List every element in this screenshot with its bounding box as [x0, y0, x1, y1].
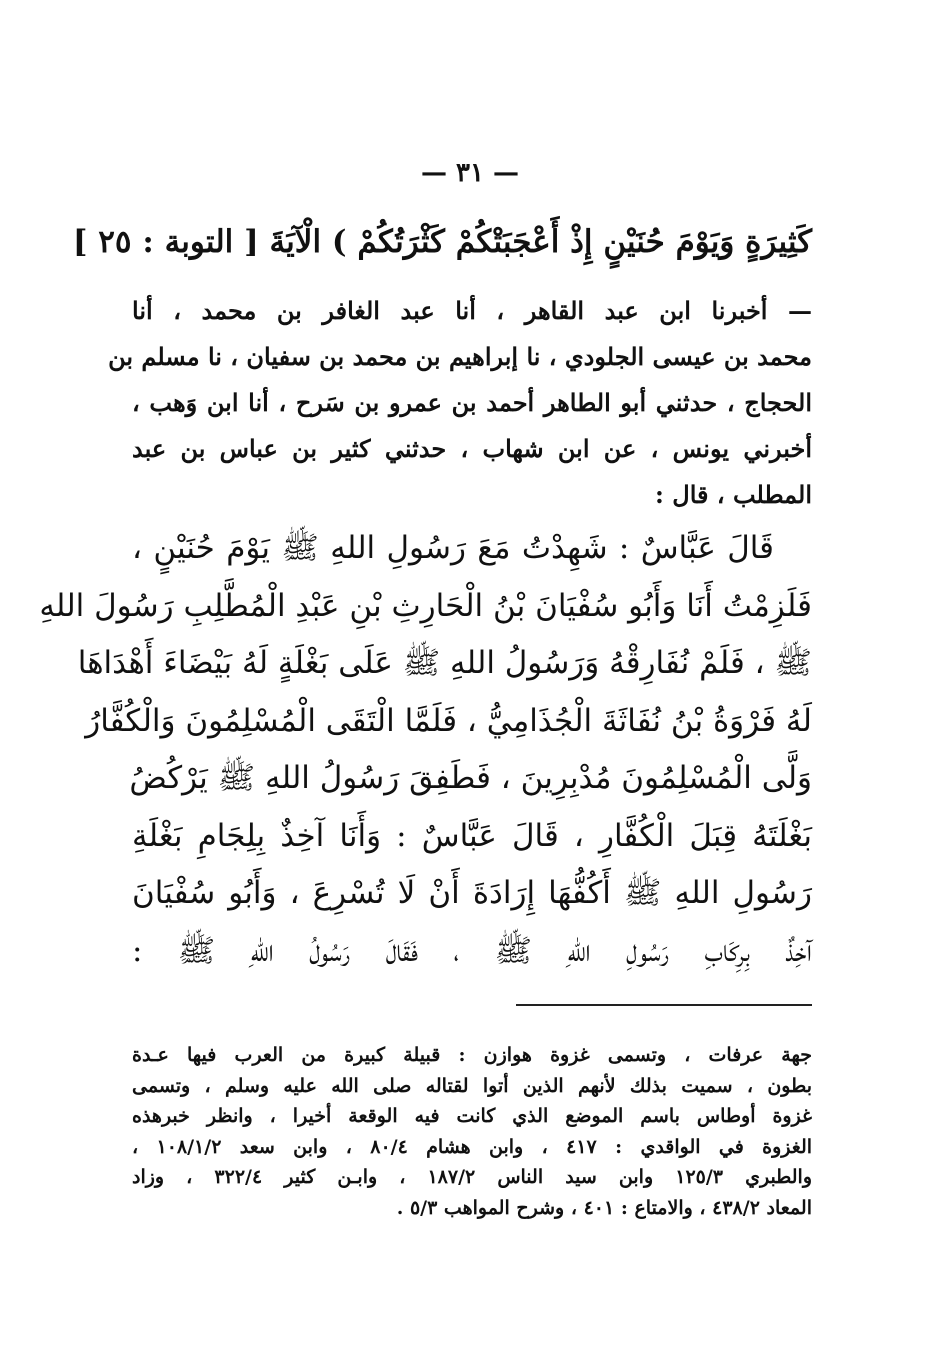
hadith-line: ﷺ ، فَلَمْ نُفَارِقْهُ وَرَسُولُ اللهِ ﷺ عَلَى بَغْلَةٍ لَهُ بَيْضَاءَ أَهْدَاهَا: [77, 645, 812, 681]
footnote-line: بطون ، سميت بذلك لأنهم الذين أتوا لقتاله صلى الله عليه وسلم ، وتسمى: [132, 1074, 812, 1097]
footnote-line: المعاد ٤٣٨/٢ ، والامتاع : ٤٠١ ، وشرح المواهب ٥/٣ .: [396, 1196, 812, 1219]
page-number: — ٣١ —: [420, 158, 520, 188]
isnad-line: — أخبرنا ابن عبد القاهر ، أنا عبد الغافر بن محمد ، أنا: [132, 296, 812, 325]
isnad-line: محمد بن عيسى الجلودي ، نا إبراهيم بن محمد بن سفيان ، نا مسلم بن: [108, 342, 812, 371]
quran-verse-line: كَثِيرَةٍ وَيَوْمَ حُنَيْنٍ إِذْ أَعْجَبَتْكُمْ كَثْرَتُكُمْ ) الْآيَةَ [ التوبة : ٢٥ ]: [72, 224, 812, 260]
isnad-line: المطلب ، قال :: [655, 480, 812, 509]
isnad-paragraph: [108, 288, 812, 518]
hadith-line: بَغْلَتَهُ قِبَلَ الْكُفَّارِ ، قَالَ عَبَّاسٌ : وَأَنَا آخِذٌ بِلِجَامِ بَغْلَةِ: [132, 817, 812, 854]
hadith-line: آخِذٌ بِرِكَابِ رَسُولِ اللهِ ﷺ ، فَقَالَ رَسُولُ اللهِ ﷺ :: [132, 932, 812, 969]
footnote-separator: [516, 1004, 812, 1006]
footnote-line: جهة عرفات ، وتسمى غزوة هوازن : قبيلة كبيرة من العرب فيها عـدة: [132, 1044, 812, 1066]
isnad-line: الحجاج ، حدثني أبو الطاهر أحمد بن عمرو بن سَرح ، أنا ابن وَهب ،: [132, 388, 812, 417]
hadith-line: رَسُولِ اللهِ ﷺ أَكُفُّهَا إِرَادَةَ أَنْ لَا تُسْرِعَ ، وَأَبُو سُفْيَانَ: [132, 875, 812, 911]
footnotes: [132, 1040, 812, 1223]
footnote-line: غزوة أوطاس باسم الموضع الذي كانت فيه الوقعة أخيرا ، وانظر خبرهذه: [132, 1105, 812, 1127]
hadith-line: فَلَزِمْتُ أَنَا وَأَبُو سُفْيَانَ بْنُ الْحَارِثِ بْنِ عَبْدِ الْمُطَّلِبِ رَسُولَ اللهِ: [39, 587, 812, 624]
hadith-line: قَالَ عَبَّاسٌ : شَهِدْتُ مَعَ رَسُولِ اللهِ ﷺ يَوْمَ حُنَيْنٍ ،: [132, 530, 774, 566]
hadith-line: لَهُ فَرْوَةُ بْنُ نُفَاثَةَ الْجُذَامِيُّ ، فَلَمَّا الْتَقَى الْمُسْلِمُونَ وَالْكُفَّارُ: [85, 702, 812, 739]
isnad-line: أخبرني يونس ، عن ابن شهاب ، حدثني كثير بن عباس بن عبد: [132, 434, 812, 463]
hadith-line: وَلَّى الْمُسْلِمُونَ مُدْبِرِينَ ، فَطَفِقَ رَسُولُ اللهِ ﷺ يَرْكُضُ: [129, 760, 812, 796]
footnote-line: الغزوة في الواقدي : ٤١٧ ، وابن هشام ٨٠/٤ ، وابن سعد ١٠٨/١/٢ ،: [132, 1135, 813, 1158]
footnote-line: والطبري ١٢٥/٣ وابن سيد الناس ١٨٧/٢ ، وابـن كثير ٣٢٢/٤ ، وزاد: [132, 1166, 813, 1188]
hadith-text: [39, 520, 812, 980]
